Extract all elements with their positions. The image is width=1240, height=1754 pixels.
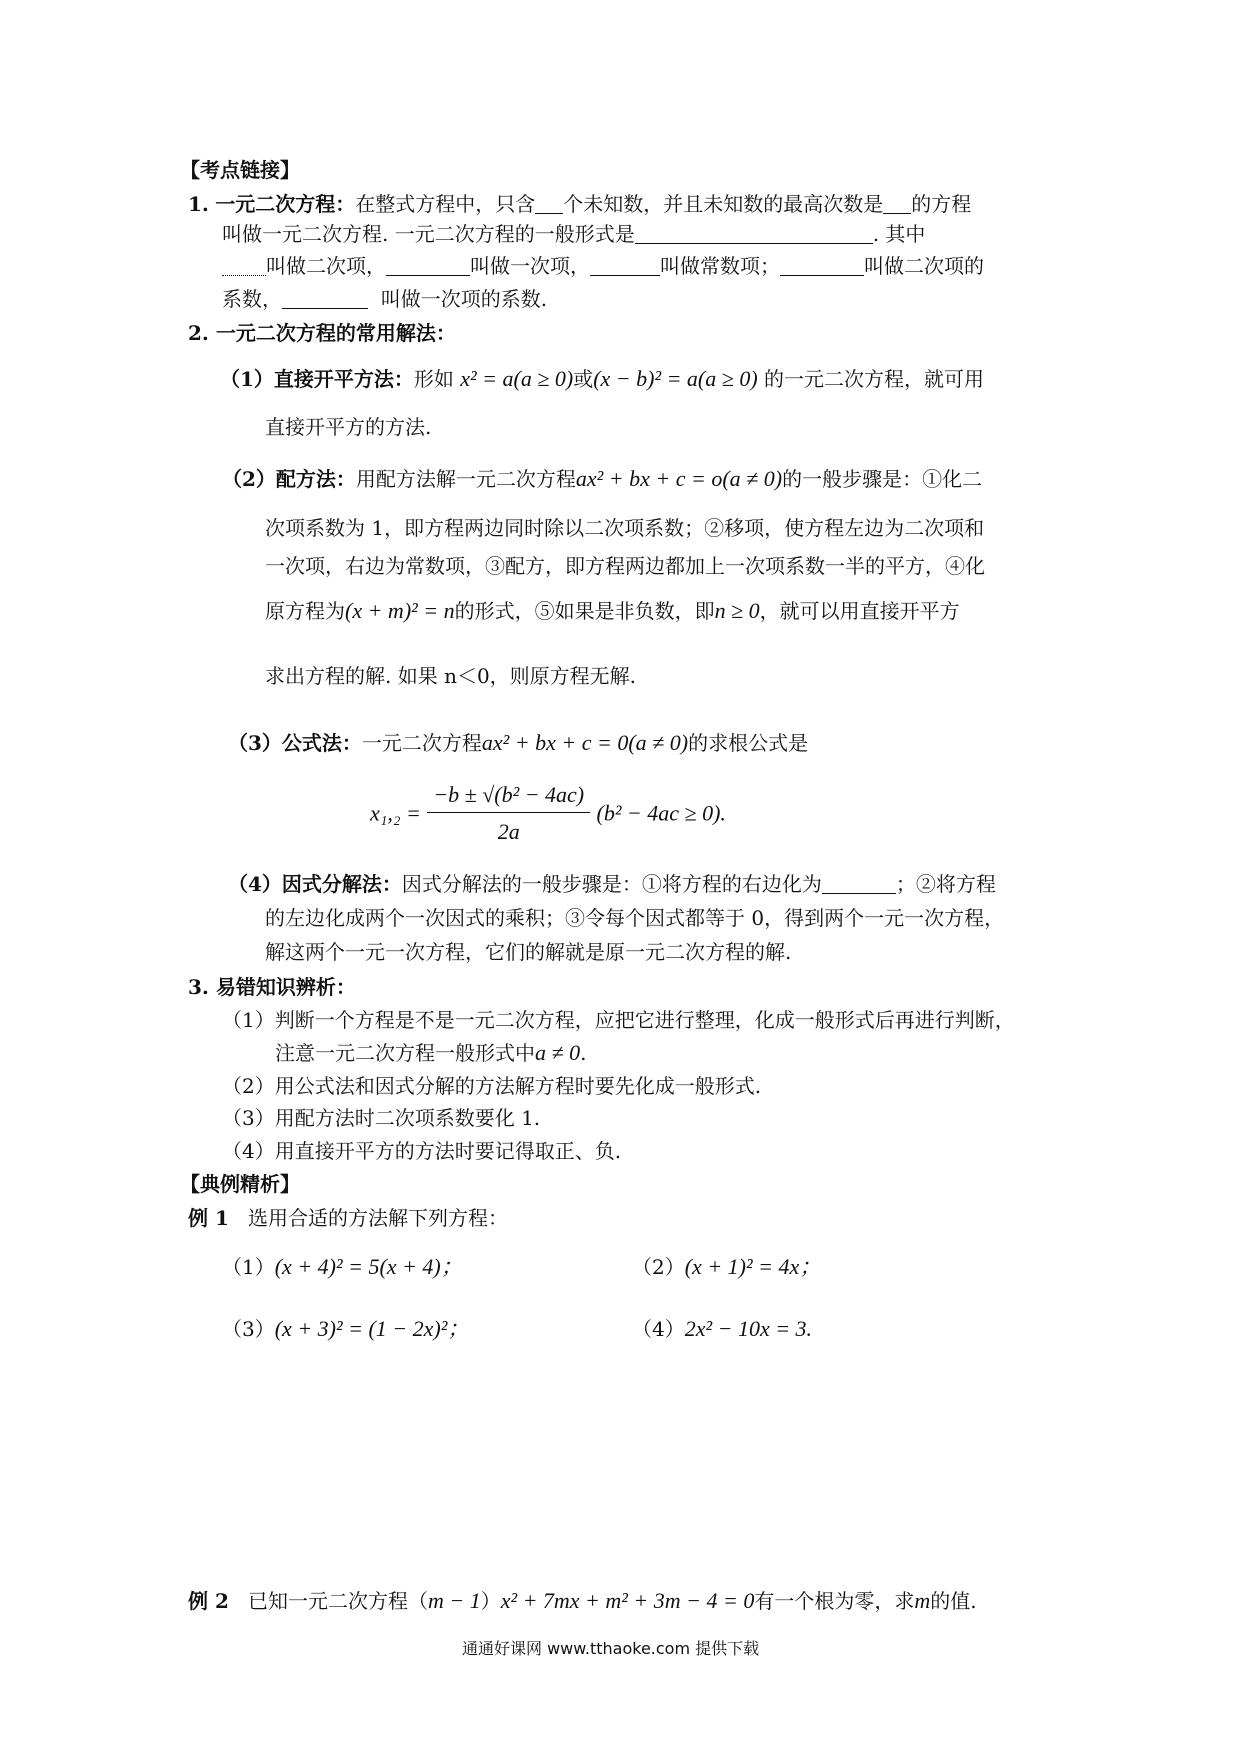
sub1-line1 bbox=[220, 366, 984, 392]
question-label: （2） bbox=[632, 1255, 685, 1279]
item3-heading-line bbox=[188, 975, 356, 999]
item3-point4: （4）用直接开平方的方法时要记得取正、负. bbox=[222, 1139, 622, 1163]
sub2-formula-general: ax² + bx + c = o(a ≠ 0) bbox=[575, 466, 783, 491]
sub2-text: ，就可以用直接开平方 bbox=[759, 599, 960, 623]
item1-text: 叫做二次项的 bbox=[864, 254, 984, 278]
sub2-line2: 次项系数为 1，即方程两边同时除以二次项系数；②移项，使方程左边为二次项和 bbox=[265, 516, 985, 540]
example2-text: 的值. bbox=[930, 1589, 977, 1613]
sub1-text: 形如 bbox=[413, 367, 454, 391]
item1-text: 叫做二次项， bbox=[266, 254, 386, 278]
sub3-label: （3） bbox=[228, 731, 282, 755]
item1-text: 叫做一元二次方程. 一元二次方程的一般形式是 bbox=[222, 222, 635, 246]
item3-point2: （2）用公式法和因式分解的方法解方程时要先化成一般形式. bbox=[222, 1074, 762, 1098]
item2-number: 2. bbox=[188, 321, 209, 345]
sub2-line5: 求出方程的解. 如果 n＜0，则原方程无解. bbox=[265, 664, 637, 688]
formula-denominator: 2a bbox=[497, 819, 520, 845]
sub3-line1 bbox=[228, 730, 808, 756]
example2-prompt bbox=[188, 1588, 977, 1614]
example1-question3 bbox=[222, 1316, 469, 1342]
example2-formula: m − 1 bbox=[427, 1588, 481, 1613]
item3-number: 3. bbox=[188, 975, 209, 999]
example2-text: ） bbox=[480, 1589, 501, 1613]
item1-text: 在整式方程中，只含 bbox=[355, 192, 536, 216]
sub2-line4 bbox=[265, 598, 960, 624]
blank-linear-term bbox=[386, 255, 470, 276]
blank-unknown-count bbox=[535, 193, 563, 214]
item1-heading: 一元二次方程： bbox=[215, 192, 356, 216]
question-equation: 2x² − 10x = 3. bbox=[684, 1316, 813, 1341]
sub1-label: （1） bbox=[220, 367, 274, 391]
question-label: （4） bbox=[632, 1317, 685, 1341]
question-label: （1） bbox=[222, 1255, 275, 1279]
blank-linear-coefficient bbox=[282, 288, 368, 309]
item1-number: 1. bbox=[188, 192, 209, 216]
item1-text: 叫做常数项； bbox=[660, 254, 780, 278]
example2-text: 已知一元二次方程（ bbox=[247, 1589, 428, 1613]
example1-prompt bbox=[188, 1206, 508, 1230]
item3-heading: 易错知识辨析： bbox=[215, 975, 356, 999]
item3-text: 注意一元二次方程一般形式中 bbox=[275, 1041, 535, 1065]
example1-text: 选用合适的方法解下列方程： bbox=[247, 1206, 508, 1230]
sub3-heading: 公式法： bbox=[281, 731, 362, 755]
formula-fraction bbox=[427, 782, 590, 846]
example2-equation: x² + 7mx + m² + 3m − 4 = 0 bbox=[500, 1588, 755, 1613]
example2-label: 例 2 bbox=[188, 1589, 229, 1613]
sub2-line3: 一次项，右边为常数项，③配方，即方程两边都加上一次项系数一半的平方，④化 bbox=[265, 554, 985, 578]
blank-constant-term bbox=[590, 255, 660, 276]
sub2-text: 原方程为 bbox=[265, 599, 345, 623]
question-equation: (x + 4)² = 5(x + 4)； bbox=[274, 1254, 463, 1279]
section-title-key-points: 【考点链接】 bbox=[180, 158, 300, 182]
sub2-heading: 配方法： bbox=[275, 467, 356, 491]
sub4-heading: 因式分解法： bbox=[281, 872, 402, 896]
item1-line2 bbox=[222, 222, 925, 246]
formula-lhs: x₁,₂ = bbox=[370, 800, 421, 826]
page-footer: 通通好课网 www.tthaoke.com 提供下载 bbox=[462, 1639, 760, 1658]
sub3-formula-general: ax² + bx + c = 0(a ≠ 0) bbox=[481, 730, 689, 755]
example2-variable: m bbox=[914, 1588, 931, 1613]
example2-text: 有一个根为零，求 bbox=[754, 1589, 915, 1613]
question-label: （3） bbox=[222, 1317, 275, 1341]
item3-text: . bbox=[580, 1041, 587, 1065]
formula-numerator: −b ± √(b² − 4ac) bbox=[427, 782, 590, 813]
sub4-label: （4） bbox=[228, 872, 282, 896]
item1-line1 bbox=[188, 192, 971, 216]
item3-point1-line1: （1）判断一个方程是不是一元二次方程，应把它进行整理，化成一般形式后再进行判断， bbox=[222, 1008, 1015, 1032]
sub2-formula-complete-square: (x + m)² = n bbox=[345, 598, 455, 623]
item1-text: 叫做一次项的系数. bbox=[380, 287, 548, 311]
sub2-text: 的形式，⑤如果是非负数，即 bbox=[454, 599, 715, 623]
sub3-text: 一元二次方程 bbox=[361, 731, 482, 755]
sub2-label: （2） bbox=[222, 467, 276, 491]
sub1-heading: 直接开平方法： bbox=[273, 367, 414, 391]
item3-point1-line2 bbox=[275, 1040, 586, 1066]
sub4-line3: 解这两个一元一次方程，它们的解就是原一元二次方程的解. bbox=[265, 940, 792, 964]
item1-text: 的方程 bbox=[911, 192, 972, 216]
blank-highest-degree bbox=[883, 193, 911, 214]
item2-heading: 一元二次方程的常用解法： bbox=[215, 321, 456, 345]
example1-label: 例 1 bbox=[188, 1206, 229, 1230]
sub1-line2: 直接开平方的方法. bbox=[265, 415, 432, 439]
item1-text: 系数， bbox=[222, 287, 282, 311]
sub1-text: 或 bbox=[573, 367, 594, 391]
sub4-text: 因式分解法的一般步骤是：①将方程的右边化为 bbox=[401, 872, 822, 896]
sub2-line1 bbox=[222, 466, 982, 492]
sub1-formula-2: (x − b)² = a(a ≥ 0) bbox=[593, 366, 758, 391]
sub4-line2: 的左边化成两个一次因式的乘积；③令每个因式都等于 0，得到两个一元一次方程， bbox=[265, 906, 1005, 930]
sub2-text: 的一般步骤是：①化二 bbox=[782, 467, 983, 491]
example1-question2 bbox=[632, 1254, 821, 1280]
blank-quadratic-coefficient bbox=[780, 255, 864, 276]
item3-formula-a-nonzero: a ≠ 0 bbox=[535, 1040, 581, 1065]
sub3-text: 的求根公式是 bbox=[688, 731, 809, 755]
item1-text: . 其中 bbox=[872, 222, 926, 246]
blank-right-side bbox=[822, 873, 896, 894]
item3-point3: （3）用配方法时二次项系数要化 1. bbox=[222, 1106, 541, 1130]
item1-line4 bbox=[222, 287, 547, 311]
blank-quadratic-term bbox=[222, 255, 266, 276]
sub4-text: ；②将方程 bbox=[895, 872, 996, 896]
item1-text: 个未知数，并且未知数的最高次数是 bbox=[563, 192, 884, 216]
example1-question1 bbox=[222, 1254, 463, 1280]
sub2-formula-condition: n ≥ 0 bbox=[714, 598, 760, 623]
question-equation: (x + 1)² = 4x； bbox=[684, 1254, 822, 1279]
blank-general-form bbox=[635, 223, 873, 244]
sub1-text: 的一元二次方程，就可用 bbox=[764, 367, 985, 391]
item1-line3 bbox=[222, 254, 984, 278]
quadratic-formula bbox=[370, 782, 726, 846]
formula-condition: (b² − 4ac ≥ 0). bbox=[596, 800, 726, 826]
section-title-examples: 【典例精析】 bbox=[180, 1172, 300, 1196]
item2-heading-line bbox=[188, 321, 456, 345]
sub4-line1 bbox=[228, 872, 996, 896]
sub2-text: 用配方法解一元二次方程 bbox=[355, 467, 576, 491]
item1-text: 叫做一次项， bbox=[470, 254, 590, 278]
example1-question4 bbox=[632, 1316, 812, 1342]
question-equation: (x + 3)² = (1 − 2x)²； bbox=[274, 1316, 470, 1341]
sub1-formula-1: x² = a(a ≥ 0) bbox=[460, 366, 574, 391]
